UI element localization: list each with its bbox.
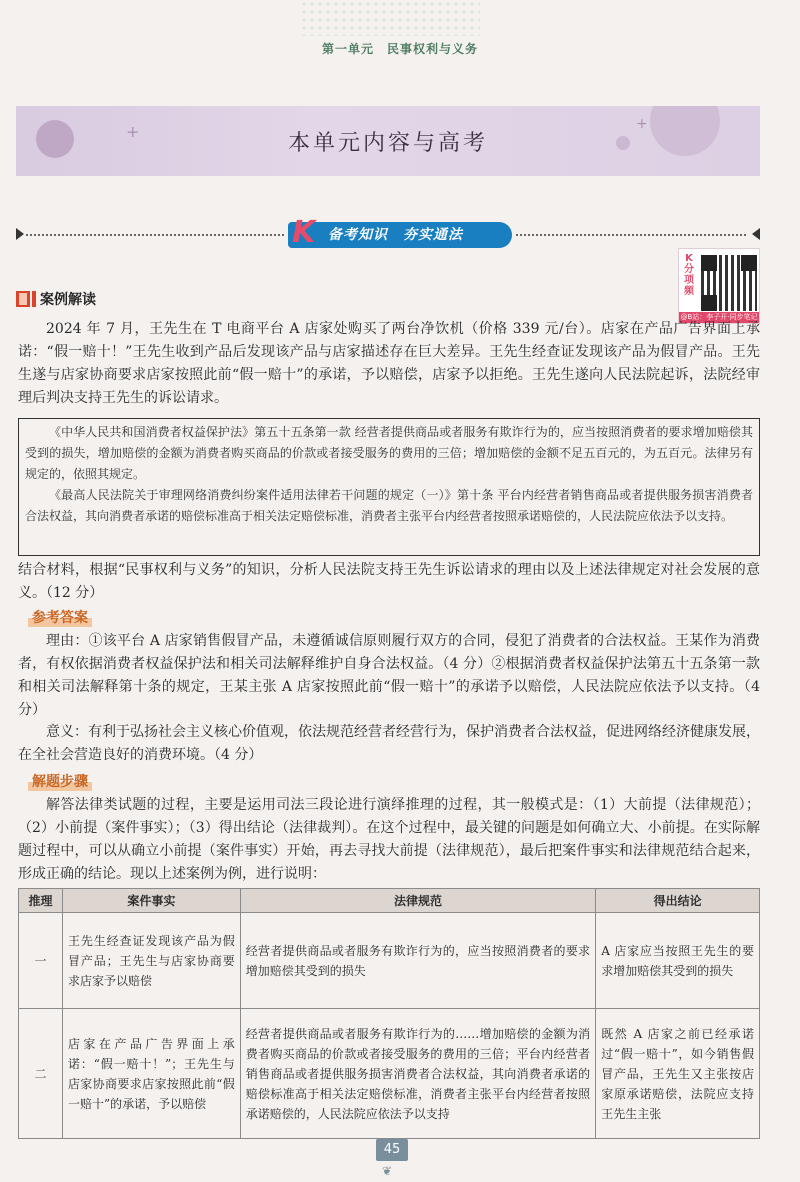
answer-tag: 参考答案 xyxy=(28,607,92,627)
unit-title: 本单元内容与高考 xyxy=(287,131,488,156)
bird-icon: ❦ xyxy=(382,1164,393,1178)
unit-banner xyxy=(16,106,760,176)
case-text: 2024 年 7 月，王先生在 T 电商平台 A 店家处购买了两台净饮机（价格 339 元/台）。店家在产品广告界面上承诺：“假一赔十！”王先生收到产品后发现该产品与店家描述存在巨大差异。王先生经查证发现该产品为假冒产品。王先生遂与店家协商要求店家按照此前“假一赔十”的承诺，予以赔偿，店家予以拒绝。王先生遂向人民法院起诉，法院经审理后判决支持王先生的诉讼请求。 xyxy=(18,321,760,406)
arrow-left-icon xyxy=(16,228,24,240)
decor-plus-icon: + xyxy=(636,116,648,132)
law-quote: 《中华人民共和国消费者权益保护法》第五十五条第一款 经营者提供商品或者服务有欺诈行为的，应当按照消费者的要求增加赔偿其受到的损失，增加赔偿的金额为消费者购买商品的价款或者接受服务的费用的三倍；增加赔偿的金额不足五百元的，为五百元。法律另有规定的，依照其规定。 xyxy=(25,425,753,481)
section-title: 备考知识 夯实通法 xyxy=(328,227,463,243)
case-heading-label: 案例解读 xyxy=(40,292,96,308)
table-header-row xyxy=(19,889,760,913)
answer-reason: 理由：①该平台 A 店家销售假冒产品，未遵循诚信原则履行双方的合同，侵犯了消费者的合法权益。王某作为消费者，有权依据消费者权益保护法和相关司法解释维护自身合法权益。（4 分）②根据消费者权益保护法第五十五条第一款和相关司法解释第十条的规定，王某主张 A 店家按照此前“假一赔十”的承诺予以赔偿，人民法院应依法予以支持。（4 分） xyxy=(18,633,760,718)
steps-text: 解答法律类试题的过程，主要是运用司法三段论进行演绎推理的过程，其一般模式是：（1）大前提（法律规范）；（2）小前提（案件事实）；（3）得出结论（法律裁判）。在这个过程中，最关键的问题是如何确立大、小前提。在实际解题过程中，可以从确立小前提（案件事实）开始，再去寻找大前提（法律规范），最后把案件事实和法律规范结合起来，形成正确的结论。现以上述案例为例，进行说明： xyxy=(18,797,760,882)
header-band xyxy=(0,0,800,60)
case-heading xyxy=(16,289,96,309)
table-cell-num: 二 xyxy=(19,1009,63,1139)
section-strip xyxy=(16,215,760,250)
table-header: 法律规范 xyxy=(240,889,595,913)
qr-side-label: K分项频 xyxy=(684,253,694,297)
question-text: 结合材料，根据“民事权利与义务”的知识，分析人民法院支持王先生诉讼请求的理由以及上述法律规定对社会发展的意义。（12 分） xyxy=(18,562,760,601)
running-head: 第一单元 民事权利与义务 xyxy=(321,42,478,56)
page-number: 45 xyxy=(376,1139,408,1161)
table-header: 案件事实 xyxy=(62,889,240,913)
law-quote-box xyxy=(18,418,760,556)
table-row xyxy=(19,1009,760,1139)
heading-bar xyxy=(32,291,36,307)
qr-caption: @B站：李子开·同步笔记 xyxy=(680,313,758,321)
table-cell-law: 经营者提供商品或者服务有欺诈行为的……增加赔偿的金额为消费者购买商品的价款或者接受服务的费用的三倍；平台内经营者销售商品或者提供服务损害消费者合法权益，其向消费者承诺的赔偿标准高于相关法定赔偿标准，消费者主张平台内经营者按照承诺赔偿的，人民法院应依法予以支持 xyxy=(240,1009,595,1139)
k-logo-icon: K xyxy=(292,215,317,250)
qr-code-icon xyxy=(701,255,757,311)
table-header: 推理 xyxy=(19,889,63,913)
table-cell-conclusion: 既然 A 店家之前已经承诺过“假一赔十”，如今销售假冒产品，王先生又主张按店家原承诺赔偿，法院应支持王先生主张 xyxy=(596,1009,760,1139)
law-quote: 《最高人民法院关于审理网络消费纠纷案件适用法律若干问题的规定（一）》第十条 平台内经营者销售商品或者提供服务损害消费者合法权益，其向消费者承诺的赔偿标准高于相关法定赔偿标准，消费者主张平台内经营者按照承诺赔偿的，人民法院应依法予以支持。 xyxy=(25,488,753,523)
dotted-divider xyxy=(26,234,284,236)
table-cell-conclusion: A 店家应当按照王先生的要求增加赔偿其受到的损失 xyxy=(596,913,760,1009)
steps-tag: 解题步骤 xyxy=(28,771,92,791)
arrow-right-icon xyxy=(752,228,760,240)
dotted-divider xyxy=(516,234,746,236)
reasoning-table xyxy=(18,888,760,1139)
decor-plus-icon: + xyxy=(126,122,140,141)
qr-code[interactable] xyxy=(678,248,760,324)
table-cell-law: 经营者提供商品或者服务有欺诈行为的，应当按照消费者的要求增加赔偿其受到的损失 xyxy=(240,913,595,1009)
answer-meaning: 意义：有利于弘扬社会主义核心价值观，依法规范经营者经营行为，保护消费者合法权益，促进网络经济健康发展，在全社会营造良好的消费环境。（4 分） xyxy=(18,724,760,763)
table-cell-num: 一 xyxy=(19,913,63,1009)
table-header: 得出结论 xyxy=(596,889,760,913)
book-icon xyxy=(16,291,30,307)
table-row xyxy=(19,913,760,1009)
section-title-pill xyxy=(288,215,512,250)
table-cell-fact: 王先生经查证发现该产品为假冒产品；王先生与店家协商要求店家予以赔偿 xyxy=(62,913,240,1009)
header-dot-pattern xyxy=(300,0,480,36)
table-cell-fact: 店家在产品广告界面上承诺：“假一赔十！”；王先生与店家协商要求店家按照此前“假一赔十”的承诺，予以赔偿 xyxy=(62,1009,240,1139)
